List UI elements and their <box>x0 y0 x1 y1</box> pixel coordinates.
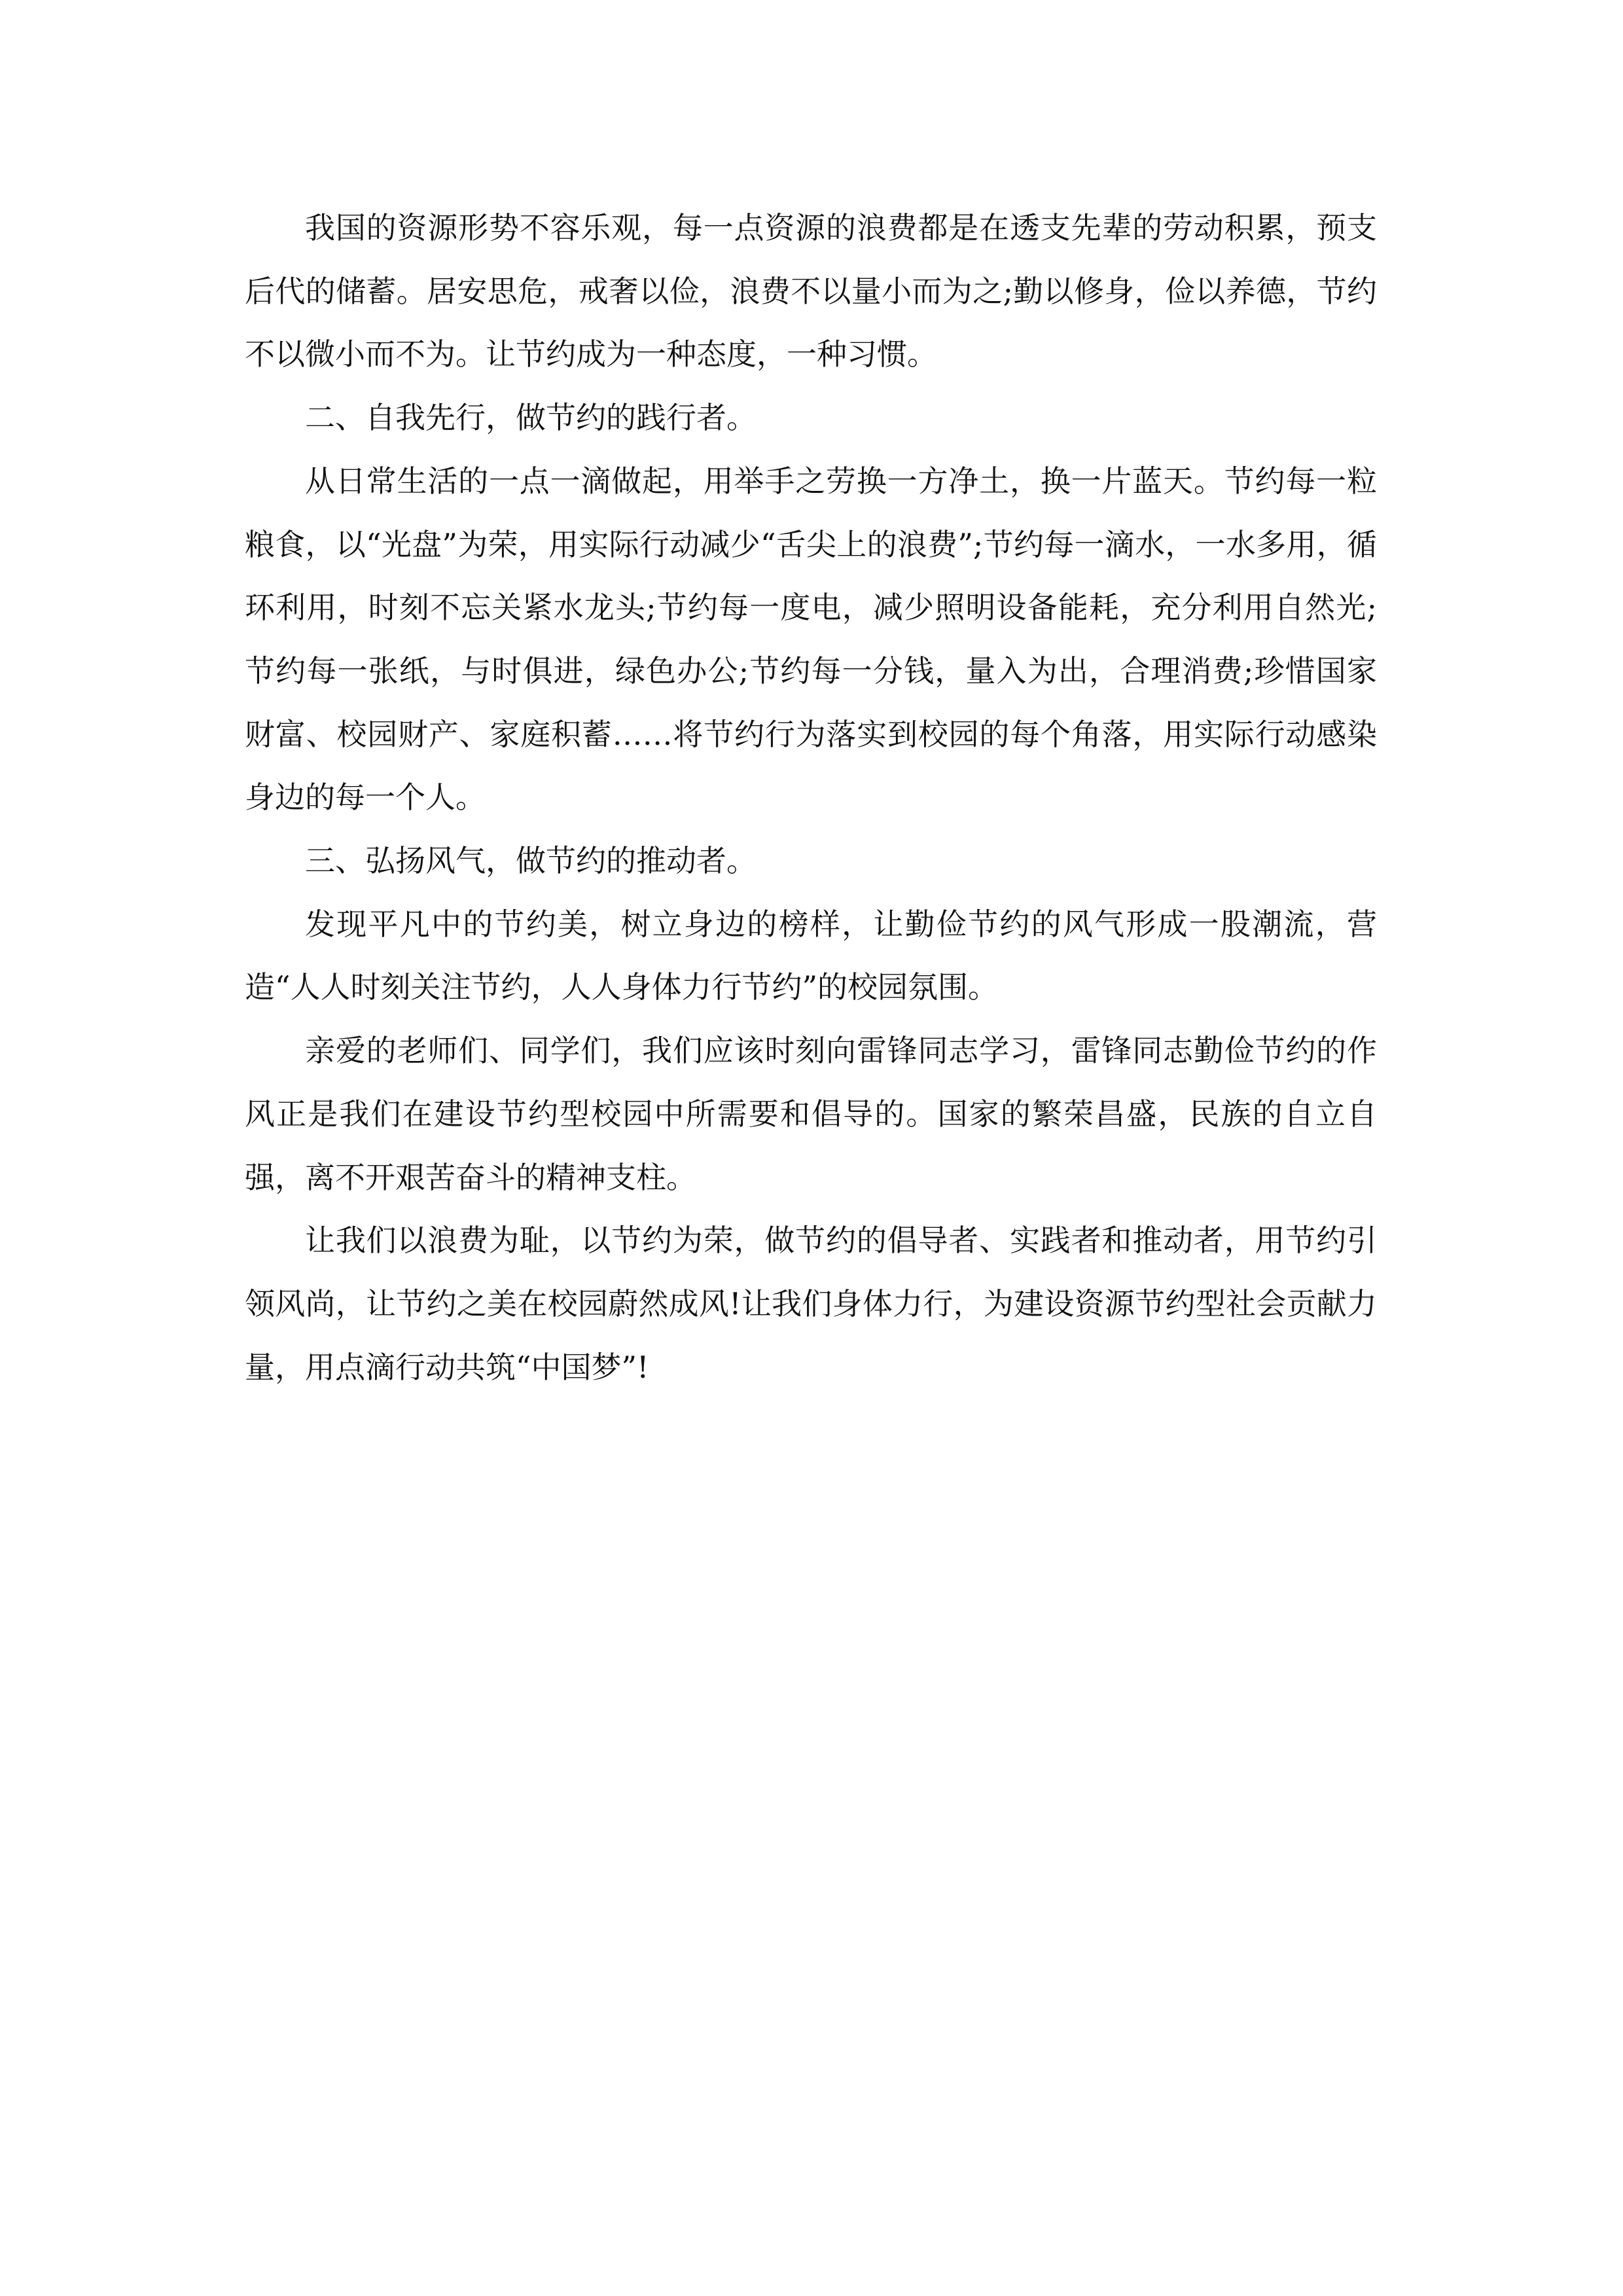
section-heading-promotion: 三、弘扬风气，做节约的推动者。 <box>305 843 757 879</box>
section-heading-practice: 二、自我先行，做节约的践行者。 <box>305 400 757 436</box>
paragraph-resource-situation: 我国的资源形势不容乐观，每一点资源的浪费都是在透支先辈的劳动积累，预支后代的储蓄。居安思危，戒奢以俭，浪费不以量小而为之;勤以修身，俭以养德，节约不以微小而不为。让节约成为一种态度，一种习惯。 <box>245 210 1377 372</box>
paragraph-daily-saving: 从日常生活的一点一滴做起，用举手之劳换一方净土，换一片蓝天。节约每一粒粮食，以“光盘”为荣，用实际行动减少“舌尖上的浪费”;节约每一滴水，一水多用，循环利用，时刻不忘关紧水龙头;节约每一度电，减少照明设备能耗，充分利用自然光;节约每一张纸，与时俱进，绿色办公;节约每一分钱，量入为出，合理消费;珍惜国家财富、校园财产、家庭积蓄……将节约行为落实到校园的每个角落，用实际行动感染身边的每一个人。 <box>245 463 1377 816</box>
paragraph-lei-feng: 亲爱的老师们、同学们，我们应该时刻向雷锋同志学习，雷锋同志勤俭节约的作风正是我们在建设节约型校园中所需要和倡导的。国家的繁荣昌盛，民族的自立自强，离不开艰苦奋斗的精神支柱。 <box>245 1033 1377 1195</box>
paragraph-closing-call: 让我们以浪费为耻，以节约为荣，做节约的倡导者、实践者和推动者，用节约引领风尚，让节约之美在校园蔚然成风!让我们身体力行，为建设资源节约型社会贡献力量，用点滴行动共筑“中国梦”! <box>245 1223 1377 1385</box>
paragraph-campus-atmosphere: 发现平凡中的节约美，树立身边的榜样，让勤俭节约的风气形成一股潮流，营造“人人时刻关注节约，人人身体力行节约”的校园氛围。 <box>245 906 1377 1005</box>
document-body <box>245 196 1377 1399</box>
